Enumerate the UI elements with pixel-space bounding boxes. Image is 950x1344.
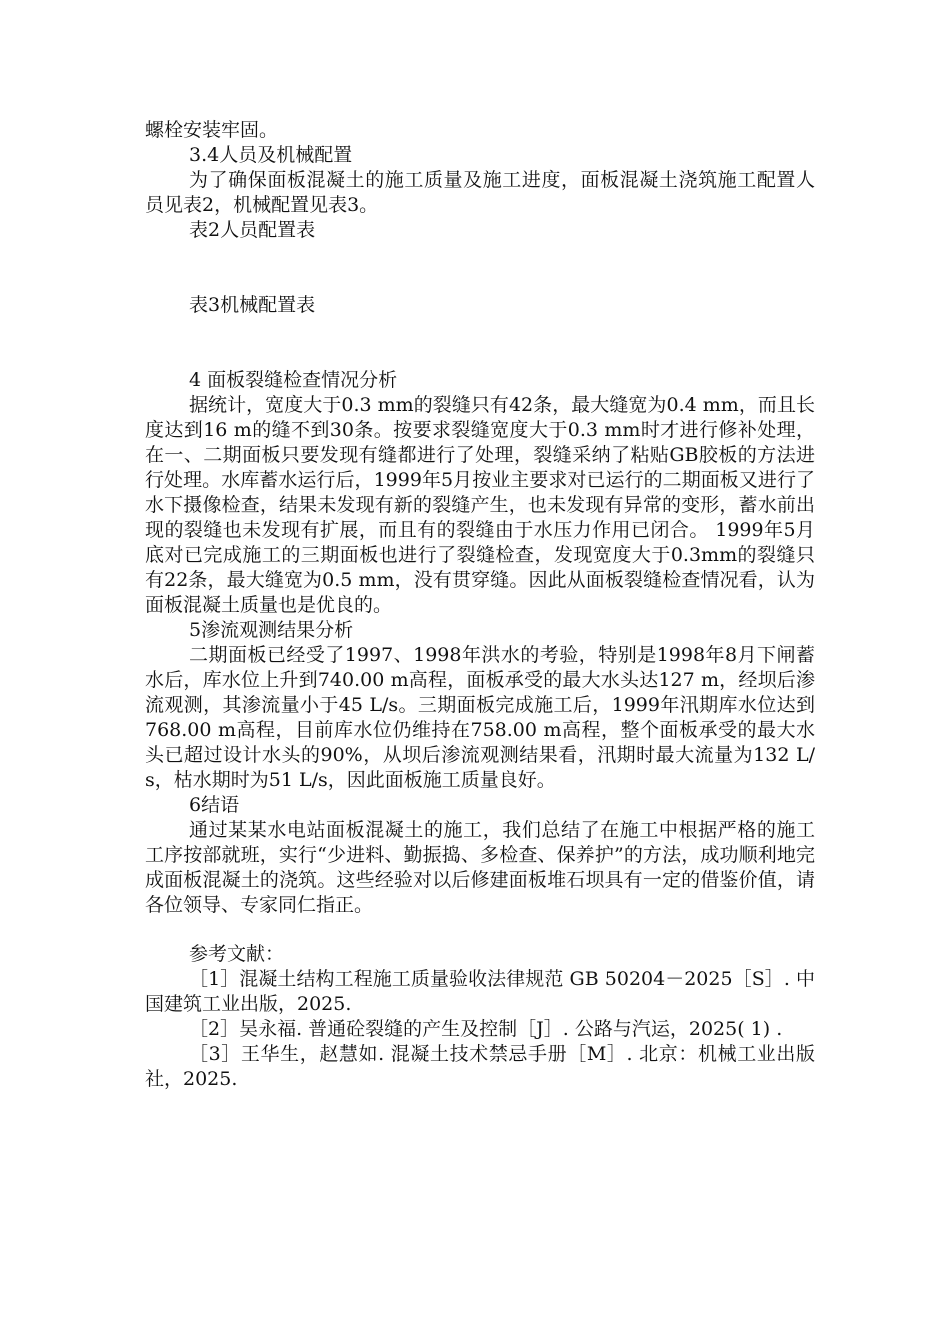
table-2-placeholder bbox=[145, 243, 815, 293]
table-caption-2: 表2人员配置表 bbox=[189, 219, 316, 241]
references-heading: 参考文献： bbox=[189, 943, 285, 965]
spacer bbox=[145, 918, 815, 942]
reference-item-1: ［1］混凝土结构工程施工质量验收法律规范 GB 50204－2025［S］. 中国建筑工业出版，2025. bbox=[145, 968, 815, 1015]
paragraph-seepage-analysis: 二期面板已经受了1997、1998年洪水的考验，特别是1998年8月下闸蓄水后，库水位上升到740.00 m高程，面板承受的最大水头达127 m，经坝后渗流观测，其渗流量小于45 L/s。三期面板完成施工后，1999年汛期库水位达到768.00 m高程，目前库水位仍维持在758.00 m高程，整个面板承受的最大水头已超过设计水头的90%，从坝后渗流观测结果看，汛期时最大流量为132 L/s，枯水期时为51 L/s，因此面板施工质量良好。 bbox=[145, 644, 815, 791]
section-heading-3-4: 3.4人员及机械配置 bbox=[189, 144, 353, 166]
reference-item-2: ［2］吴永福. 普通砼裂缝的产生及控制［J］. 公路与汽运，2025( 1) . bbox=[189, 1018, 783, 1040]
reference-item-3: ［3］王华生，赵慧如. 混凝土技术禁忌手册［M］. 北京：机械工业出版社，2025. bbox=[145, 1043, 815, 1090]
paragraph-staffing: 为了确保面板混凝土的施工质量及施工进度，面板混凝土浇筑施工配置人员见表2，机械配置见表3。 bbox=[145, 169, 815, 216]
paragraph-bolt-installation: 螺栓安装牢固。 bbox=[145, 119, 279, 141]
section-heading-6: 6结语 bbox=[189, 794, 240, 816]
paragraph-conclusion: 通过某某水电站面板混凝土的施工，我们总结了在施工中根据严格的施工工序按部就班，实行“少进料、勤振捣、多检查、保养护”的方法，成功顺利地完成面板混凝土的浇筑。这些经验对以后修建面板堆石坝具有一定的借鉴价值，请各位领导、专家同仁指正。 bbox=[145, 819, 815, 916]
table-3-placeholder bbox=[145, 318, 815, 368]
paragraph-crack-analysis: 据统计，宽度大于0.3 mm的裂缝只有42条，最大缝宽为0.4 mm，而且长度达到16 m的缝不到30条。按要求裂缝宽度大于0.3 mm时才进行修补处理，在一、二期面板只要发现有缝都进行了处理，裂缝采纳了粘贴GB胶板的方法进行处理。水库蓄水运行后，1999年5月按业主要求对已运行的二期面板又进行了水下摄像检查，结果未发现有新的裂缝产生，也未发现有异常的变形，蓄水前出现的裂缝也未发现有扩展，而且有的裂缝由于水压力作用已闭合。 1999年5月底对已完成施工的三期面板也进行了裂缝检查，发现宽度大于0.3mm的裂缝只有22条，最大缝宽为0.5 mm，没有贯穿缝。因此从面板裂缝检查情况看，认为面板混凝土质量也是优良的。 bbox=[145, 394, 815, 616]
section-heading-4: 4 面板裂缝检查情况分析 bbox=[189, 369, 398, 391]
document-page bbox=[145, 118, 815, 1092]
section-heading-5: 5渗流观测结果分析 bbox=[189, 619, 354, 641]
table-caption-3: 表3机械配置表 bbox=[189, 294, 316, 316]
